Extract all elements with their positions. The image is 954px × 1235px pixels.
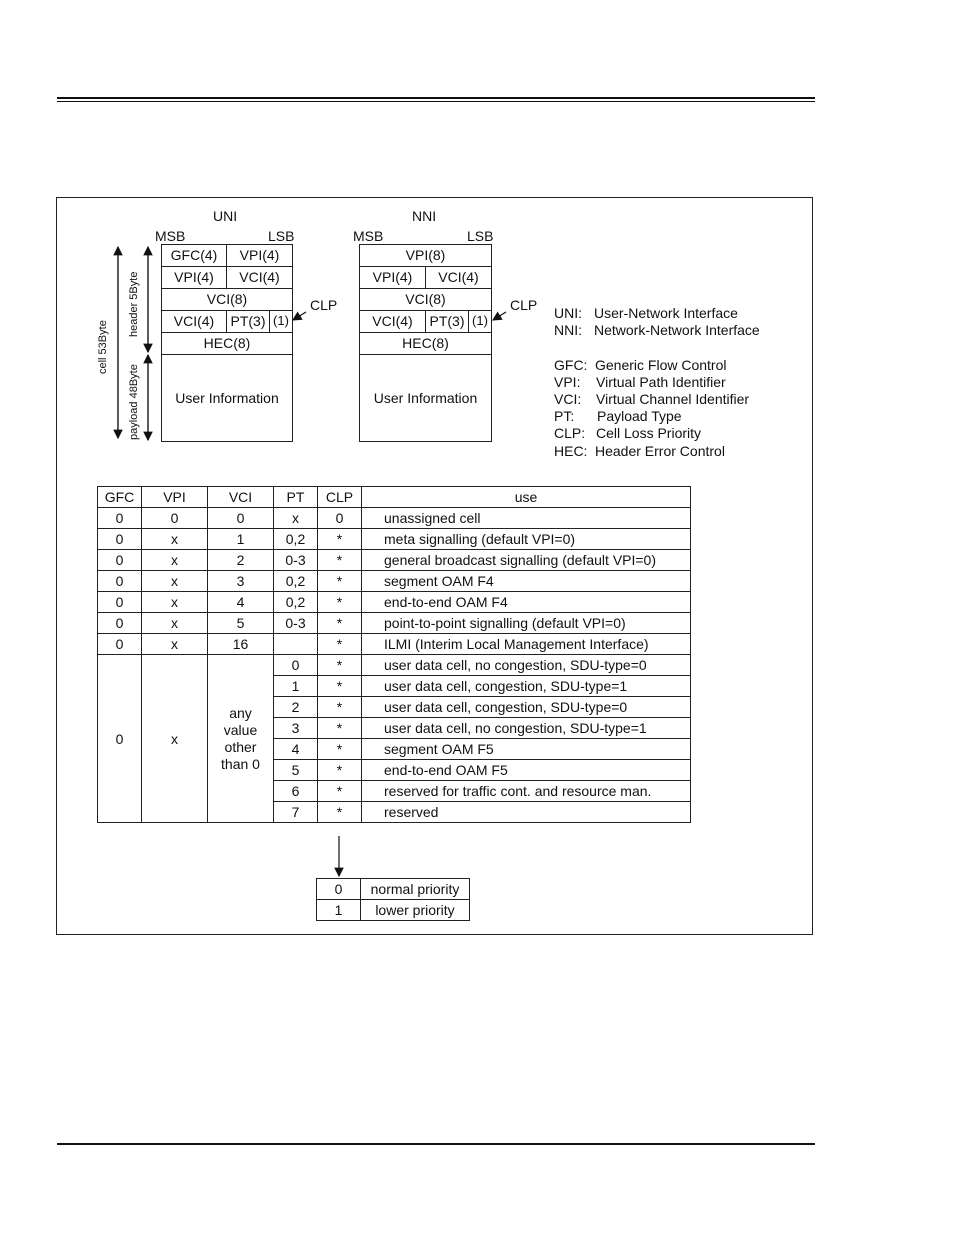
group-vci: any value other than 0 — [208, 655, 274, 823]
legend-key: HEC: — [554, 443, 588, 459]
uni-vci8-field: VCI(8) — [161, 288, 293, 311]
table-row: 0 x any value other than 0 0 * user data cell, no congestion, SDU-type=0 — [98, 655, 691, 676]
nni-clp-label: CLP — [510, 297, 538, 313]
cell-header-values-table — [97, 486, 691, 823]
table-row: 0 x 1 0,2 * meta signalling (default VPI=0) — [98, 529, 691, 550]
uni-vpi-field-2: VPI(4) — [161, 266, 227, 289]
table-row: 0 x 2 0-3 * general broadcast signalling (default VPI=0) — [98, 550, 691, 571]
table-row: 0 x 5 0-3 * point-to-point signalling (default VPI=0) — [98, 613, 691, 634]
legend-key: NNI: — [554, 322, 582, 338]
column-header: VPI — [142, 487, 208, 508]
table-row: 2 * user data cell, congestion, SDU-type=0 — [98, 697, 691, 718]
nni-msb: MSB — [353, 228, 384, 244]
nni-payload: User Information — [359, 354, 492, 442]
table-row: 0 x 16 * ILMI (Interim Local Management Interface) — [98, 634, 691, 655]
column-header: PT — [274, 487, 318, 508]
nni-clp-field: (1) — [468, 310, 492, 333]
header-size-label: header 5Byte — [128, 271, 140, 337]
nni-title: NNI — [412, 208, 437, 224]
uni-clp-label: CLP — [310, 297, 338, 313]
uni-vpi-field: VPI(4) — [226, 244, 293, 267]
table-row: 0 0 0 x 0 unassigned cell — [98, 508, 691, 529]
legend-value: Cell Loss Priority — [596, 425, 702, 441]
uni-msb: MSB — [155, 228, 186, 244]
column-header: GFC — [98, 487, 142, 508]
nni-vci-field: VCI(4) — [425, 266, 492, 289]
uni-vci4-field: VCI(4) — [161, 310, 227, 333]
uni-vci-field: VCI(4) — [226, 266, 293, 289]
nni-pt-field: PT(3) — [425, 310, 469, 333]
legend-key: GFC: — [554, 357, 588, 373]
nni-lsb: LSB — [467, 228, 494, 244]
nni-vci8-field: VCI(8) — [359, 288, 492, 311]
legend-key: VPI: — [554, 374, 581, 390]
uni-title: UNI — [213, 208, 238, 224]
table-row: 7 * reserved — [98, 802, 691, 823]
column-header: CLP — [318, 487, 362, 508]
uni-clp-field: (1) — [269, 310, 293, 333]
nni-hec-field: HEC(8) — [359, 332, 492, 355]
uni-lsb: LSB — [268, 228, 295, 244]
uni-gfc-field: GFC(4) — [161, 244, 227, 267]
legend-key: UNI: — [554, 305, 582, 321]
table-row: 0 x 4 0,2 * end-to-end OAM F4 — [98, 592, 691, 613]
legend-value: Header Error Control — [595, 443, 725, 459]
table-row: 0 x 3 0,2 * segment OAM F4 — [98, 571, 691, 592]
legend-value: User-Network Interface — [594, 305, 738, 321]
clp-priority-table — [316, 878, 470, 921]
group-gfc: 0 — [98, 655, 142, 823]
legend-key: PT: — [554, 408, 575, 424]
legend-value: Network-Network Interface — [594, 322, 760, 338]
cell-size-label: cell 53Byte — [97, 320, 109, 374]
nni-vpi8-field: VPI(8) — [359, 244, 492, 267]
uni-payload: User Information — [161, 354, 293, 442]
legend-value: Virtual Path Identifier — [596, 374, 726, 390]
table-row: 3 * user data cell, no congestion, SDU-type=1 — [98, 718, 691, 739]
table-header-row — [98, 487, 691, 508]
table-row: 5 * end-to-end OAM F5 — [98, 760, 691, 781]
table-row: 0 normal priority — [317, 879, 470, 900]
legend-value: Generic Flow Control — [595, 357, 727, 373]
uni-pt-field: PT(3) — [226, 310, 270, 333]
nni-vpi-field: VPI(4) — [359, 266, 426, 289]
legend-key: CLP: — [554, 425, 586, 441]
legend-key: VCI: — [554, 391, 582, 407]
group-vpi: x — [142, 655, 208, 823]
legend-value: Payload Type — [597, 408, 682, 424]
table-row: 1 * user data cell, congestion, SDU-type=1 — [98, 676, 691, 697]
column-header: use — [362, 487, 691, 508]
uni-hec-field: HEC(8) — [161, 332, 293, 355]
payload-size-label: payload 48Byte — [128, 364, 140, 440]
legend-value: Virtual Channel Identifier — [596, 391, 750, 407]
nni-vci4-field: VCI(4) — [359, 310, 426, 333]
column-header: VCI — [208, 487, 274, 508]
table-row: 6 * reserved for traffic cont. and resource man. — [98, 781, 691, 802]
table-row: 4 * segment OAM F5 — [98, 739, 691, 760]
table-row: 1 lower priority — [317, 900, 470, 921]
